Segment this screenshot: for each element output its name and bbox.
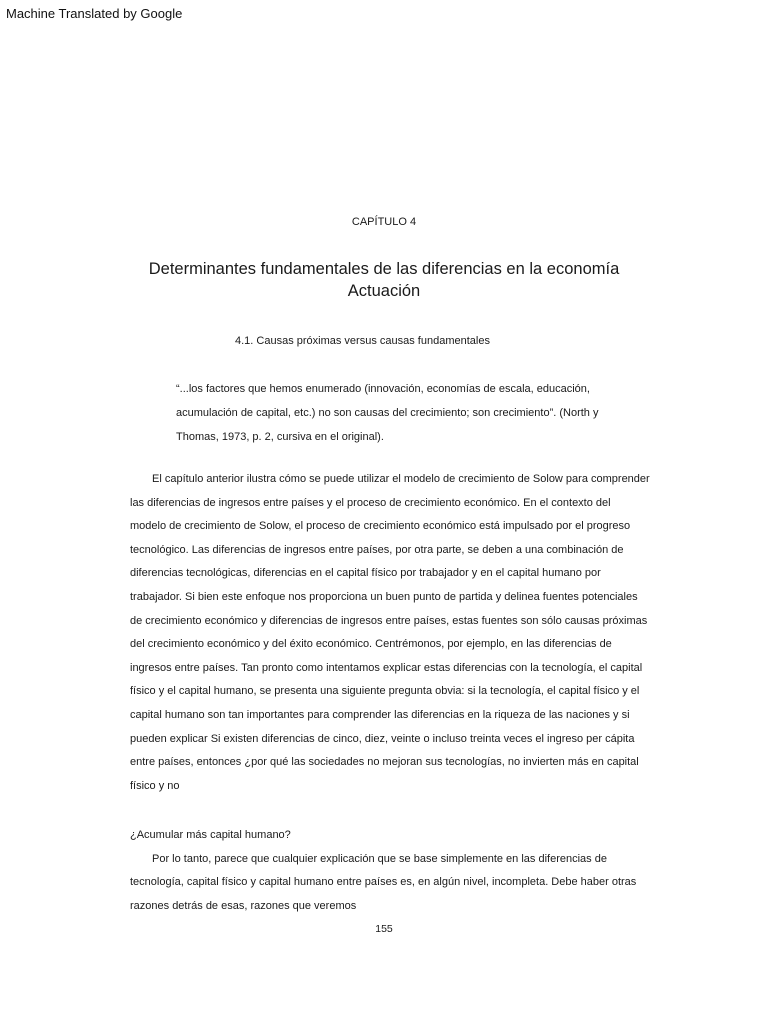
paragraph-line: El capítulo anterior ilustra cómo se puede utilizar el modelo de crecimiento de Solow para comprender bbox=[152, 473, 650, 485]
paragraph-line: ¿Acumular más capital humano? bbox=[130, 829, 291, 841]
paragraph-line: razones detrás de esas, razones que veremos bbox=[130, 899, 357, 912]
body-paragraph-2 bbox=[130, 824, 690, 918]
paragraph-line: modelo de crecimiento de Solow, el proceso de crecimiento económico está impulsado por el progreso bbox=[130, 520, 631, 533]
paragraph-line: físico y no bbox=[130, 779, 180, 792]
paragraph-line: ingresos entre países. Tan pronto como intentamos explicar estas diferencias con la tecnología, el capital bbox=[130, 661, 643, 674]
chapter-title-line: Actuación bbox=[347, 282, 421, 300]
quote-line: “...los factores que hemos enumerado (innovación, economías de escala, educación, bbox=[176, 383, 590, 395]
quote-line: acumulación de capital, etc.) no son causas del crecimiento; son crecimiento”. (North y bbox=[176, 407, 599, 419]
epigraph-quote bbox=[176, 377, 646, 449]
paragraph-line: diferencias tecnológicas, diferencias en el capital físico por trabajador y en el capital humano por bbox=[130, 567, 601, 580]
paragraph-line: de crecimiento económico y diferencias de ingresos entre países, estas fuentes son sólo causas próximas bbox=[130, 614, 648, 627]
paragraph-line: Por lo tanto, parece que cualquier explicación que se base simplemente en las diferencias de bbox=[152, 852, 607, 865]
body-paragraph-1 bbox=[130, 468, 690, 798]
paragraph-line: tecnológico. Las diferencias de ingresos entre países, por otra parte, se deben a una combinación de bbox=[130, 543, 624, 556]
paragraph-line: pueden explicar Si existen diferencias de cinco, diez, veinte o incluso treinta veces el ingreso per cápita bbox=[130, 732, 635, 745]
paragraph-line: físico y el capital humano, se presenta una siguiente pregunta obvia: si la tecnología, el capital físico y el bbox=[130, 685, 640, 698]
paragraph-line: las diferencias de ingresos entre países y el proceso de crecimiento económico. En el contexto del bbox=[130, 496, 611, 509]
section-heading: 4.1. Causas próximas versus causas fundamentales bbox=[235, 335, 490, 347]
paragraph-line: tecnología, capital físico y capital humano entre países es, en algún nivel, incompleta. Debe haber otras bbox=[130, 876, 637, 889]
page-number: 155 bbox=[375, 923, 393, 935]
chapter-title-line: Determinantes fundamentales de las diferencias en la economía bbox=[148, 260, 620, 278]
paragraph-line: del crecimiento económico y del éxito económico. Centrémonos, por ejemplo, en las diferencias de bbox=[130, 638, 612, 651]
chapter-label: CAPÍTULO 4 bbox=[351, 216, 417, 228]
machine-translation-banner: Machine Translated by Google bbox=[6, 6, 183, 21]
quote-line: Thomas, 1973, p. 2, cursiva en el original). bbox=[176, 431, 384, 443]
paragraph-line: entre países, entonces ¿por qué las sociedades no mejoran sus tecnologías, no invierten más en capital bbox=[130, 756, 639, 769]
paragraph-line: capital humano son tan importantes para comprender las diferencias en la riqueza de las naciones y si bbox=[130, 708, 630, 721]
paragraph-line: trabajador. Si bien este enfoque nos proporciona un buen punto de partida y delinea fuentes potenciales bbox=[130, 590, 638, 603]
chapter-title bbox=[100, 258, 668, 302]
